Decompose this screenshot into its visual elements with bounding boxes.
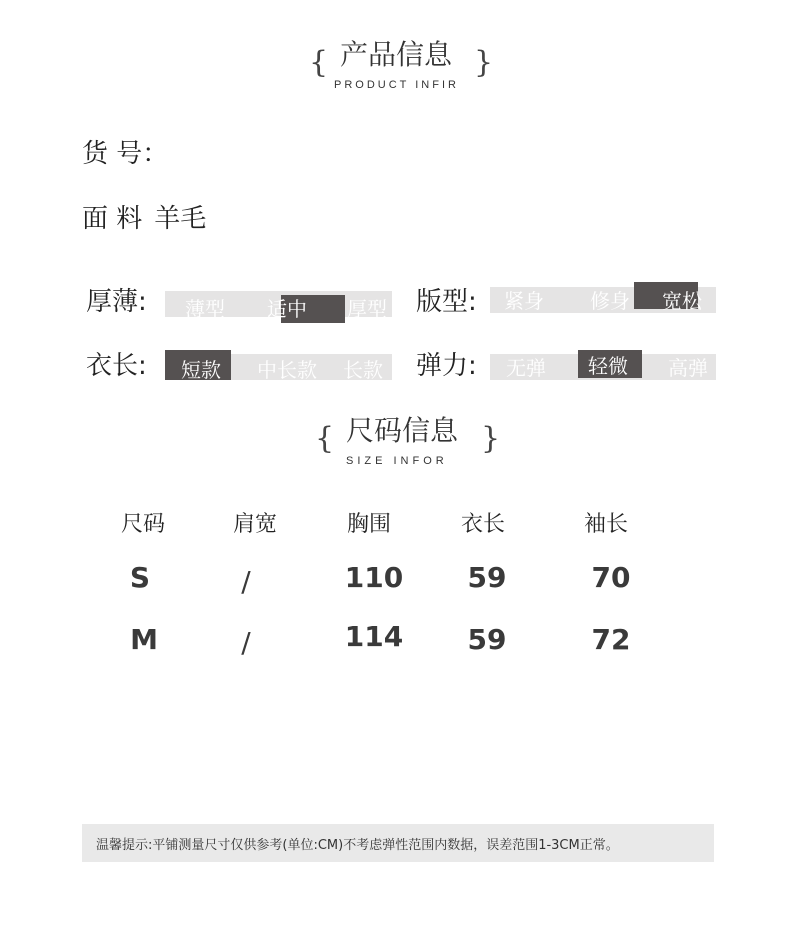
thickness-label: 厚薄: bbox=[86, 287, 147, 317]
length-option-selected[interactable]: 短款 bbox=[181, 358, 221, 382]
thickness-option[interactable]: 薄型 bbox=[185, 297, 225, 321]
length-option[interactable]: 中长款 bbox=[257, 358, 317, 382]
header-sleeve: 袖长 bbox=[584, 512, 629, 537]
stretch-option[interactable]: 高弹 bbox=[668, 356, 708, 380]
cell-shoulder: / bbox=[241, 626, 251, 659]
fit-label: 版型: bbox=[416, 287, 477, 317]
cell-shoulder: / bbox=[241, 565, 251, 598]
size-info-title: 尺码信息 bbox=[346, 414, 459, 447]
size-info-subtitle: SIZE INFOR bbox=[346, 455, 448, 467]
brace-close: } bbox=[481, 421, 501, 456]
thickness-option-selected[interactable]: 适中 bbox=[267, 297, 307, 321]
fabric-row bbox=[82, 203, 206, 235]
cell-size: S bbox=[129, 561, 151, 594]
thickness-option[interactable]: 厚型 bbox=[347, 297, 387, 321]
cell-sleeve: 70 bbox=[591, 561, 631, 594]
length-option[interactable]: 长款 bbox=[343, 358, 383, 382]
fit-option[interactable]: 紧身 bbox=[504, 289, 544, 313]
header-length: 衣长 bbox=[461, 512, 506, 537]
measurement-note-text: 温馨提示:平铺测量尺寸仅供参考(单位:CM)不考虑弹性范围内数据，误差范围1-3CM正常。 bbox=[96, 838, 619, 853]
brace-open: { bbox=[315, 421, 335, 456]
header-shoulder: 肩宽 bbox=[233, 512, 278, 537]
stretch-option-selected[interactable]: 轻微 bbox=[588, 354, 628, 378]
fabric-label: 面 料 bbox=[82, 204, 143, 234]
cell-chest: 114 bbox=[344, 620, 404, 653]
cell-size: M bbox=[130, 623, 158, 656]
product-info-title: 产品信息 bbox=[340, 38, 453, 71]
item-number-label: 货 号： bbox=[82, 139, 169, 169]
length-label: 衣长: bbox=[86, 351, 147, 381]
product-info-subtitle: PRODUCT INFIR bbox=[334, 79, 459, 91]
cell-sleeve: 72 bbox=[591, 623, 631, 656]
stretch-bar bbox=[490, 354, 716, 380]
cell-length: 59 bbox=[467, 623, 507, 656]
cell-length: 59 bbox=[467, 561, 507, 594]
fit-bar bbox=[490, 287, 716, 313]
header-size: 尺码 bbox=[121, 512, 166, 537]
fit-option[interactable]: 修身 bbox=[590, 289, 630, 313]
fit-option-selected[interactable]: 宽松 bbox=[662, 289, 702, 313]
thickness-bar bbox=[165, 291, 392, 321]
length-bar bbox=[165, 354, 392, 380]
cell-chest: 110 bbox=[344, 561, 404, 594]
brace-close: } bbox=[474, 45, 494, 80]
brace-open: { bbox=[309, 45, 329, 80]
measurement-note bbox=[82, 824, 714, 862]
stretch-label: 弹力: bbox=[416, 351, 477, 381]
fabric-value: 羊毛 bbox=[154, 204, 207, 234]
header-chest: 胸围 bbox=[347, 512, 392, 537]
stretch-option[interactable]: 无弹 bbox=[506, 356, 546, 380]
